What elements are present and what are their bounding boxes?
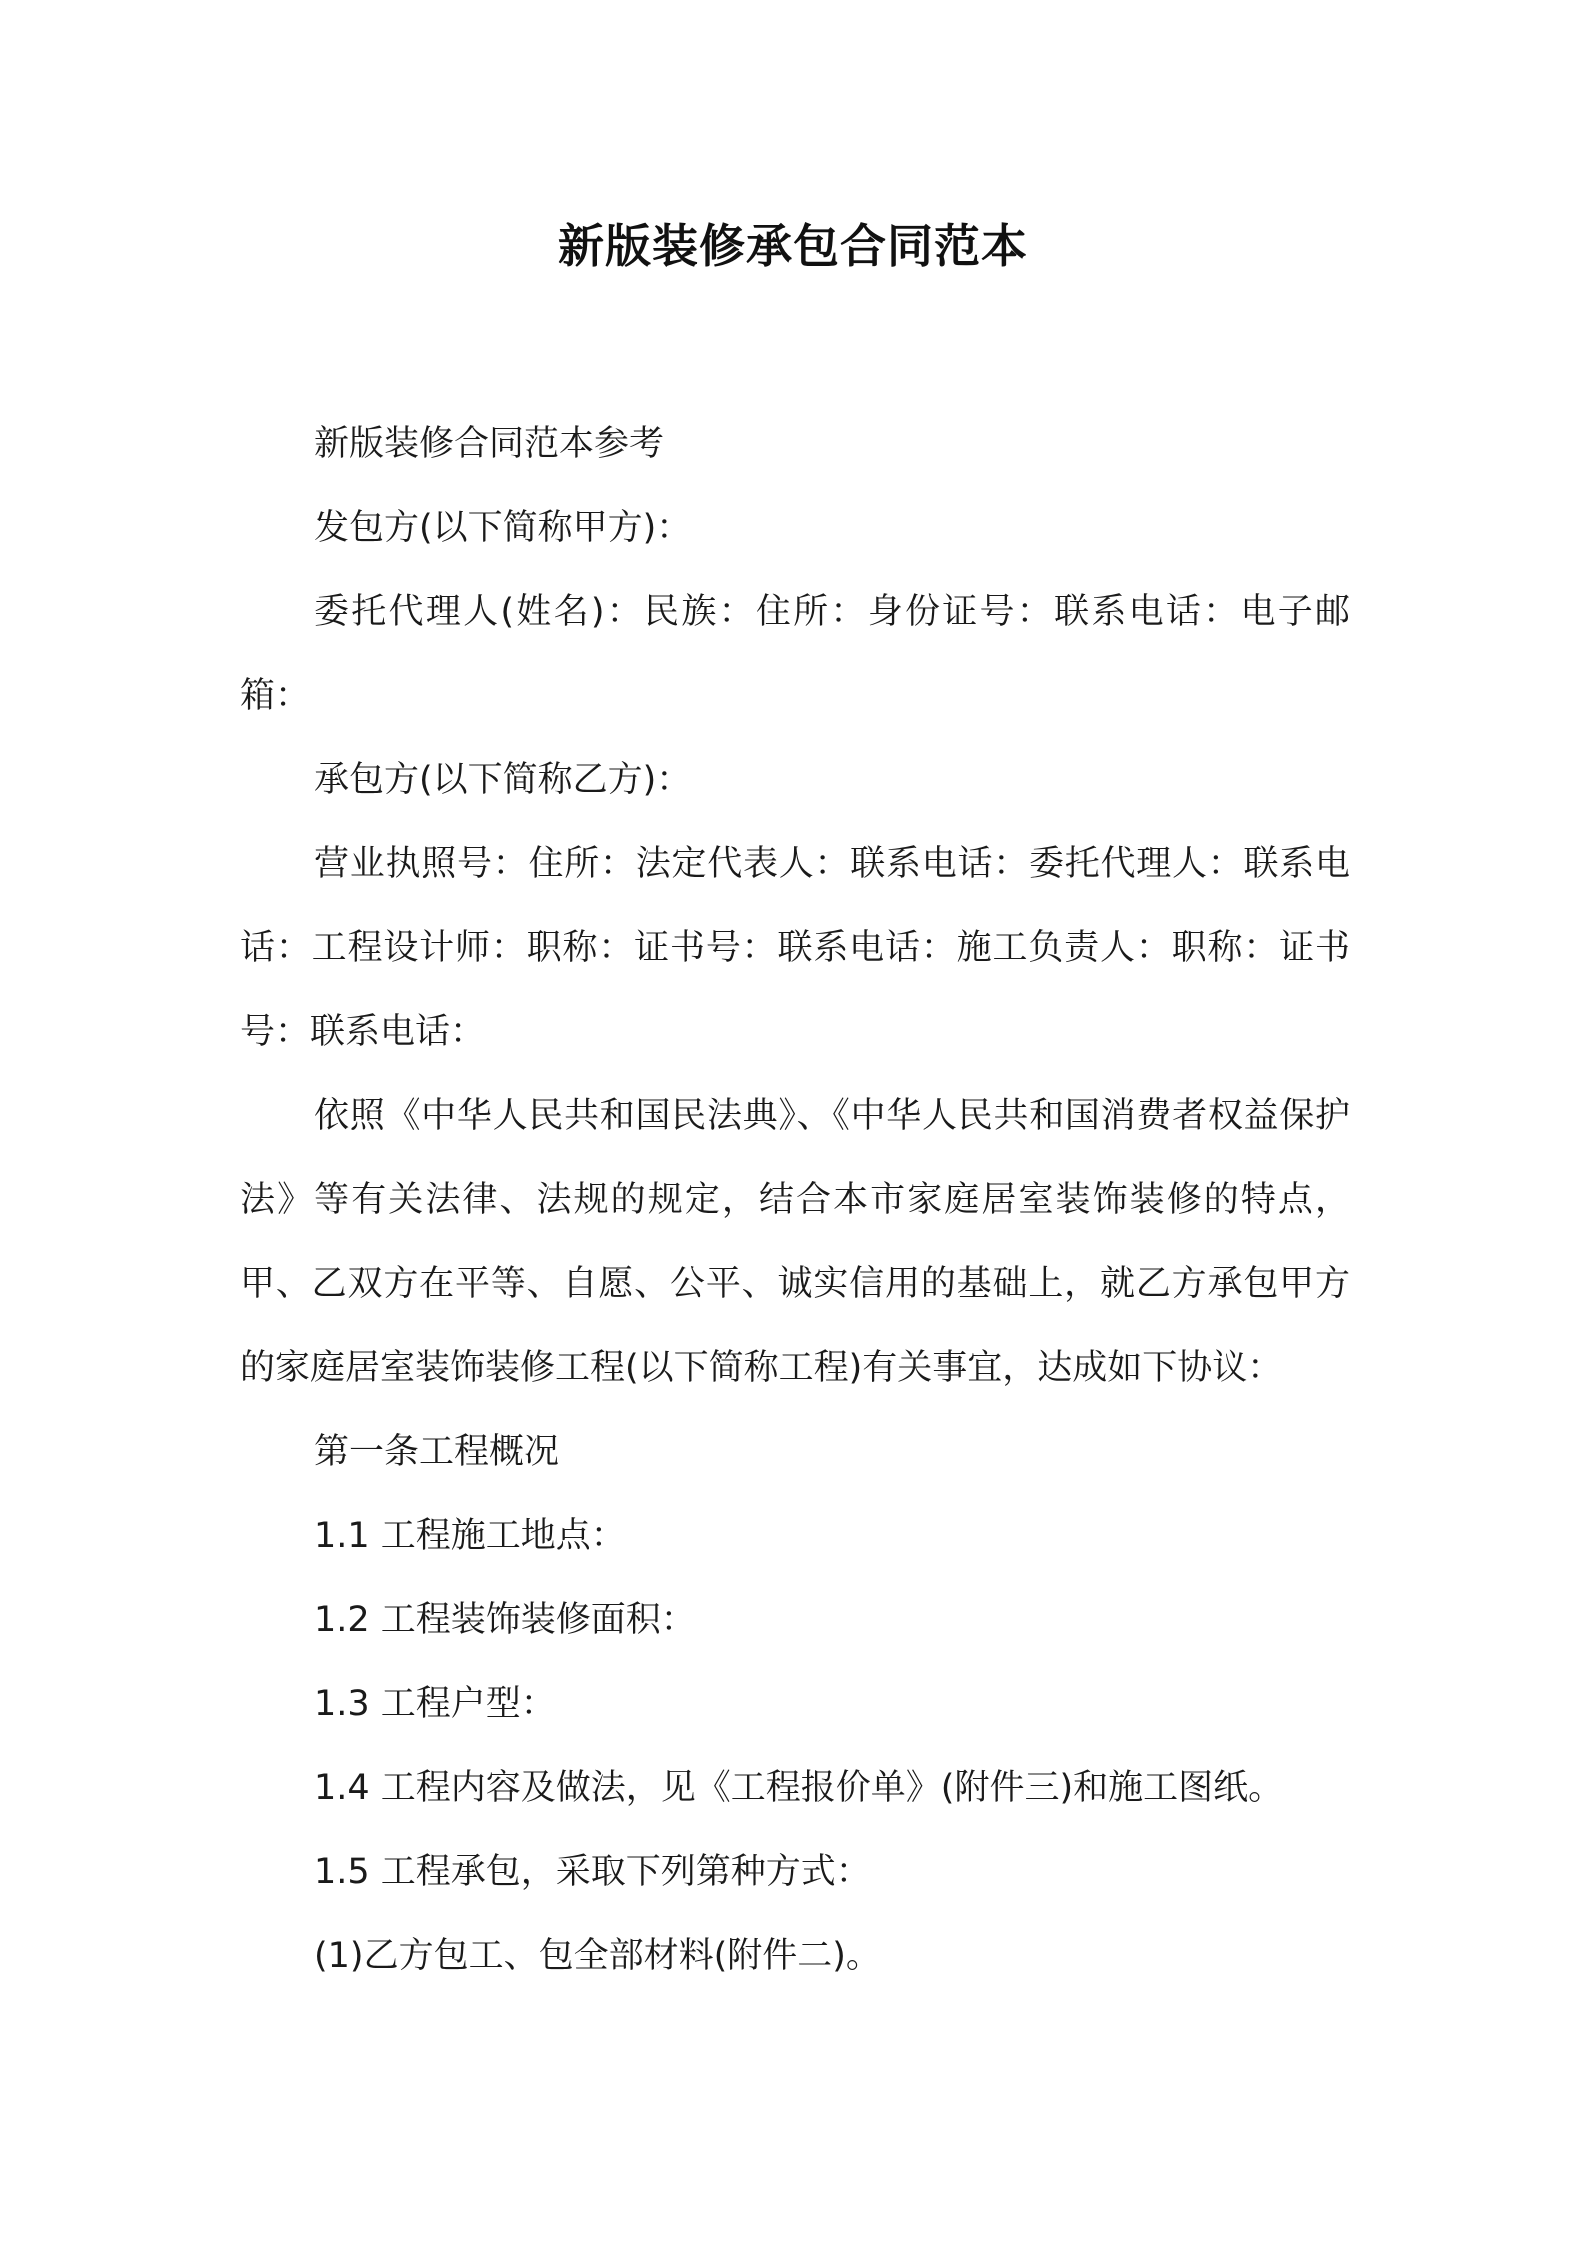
paragraph-party-a-agent: 委托代理人(姓名)：民族：住所：身份证号：联系电话：电子邮箱： <box>240 592 1350 716</box>
paragraph-1-5: 1.5 工程承包，采取下列第种方式： <box>314 1852 871 1892</box>
paragraph-party-b-details: 营业执照号：住所：法定代表人：联系电话：委托代理人：联系电话：工程设计师：职称：证书号：联系电话：施工负责人：职称：证书号：联系电话： <box>240 844 1350 1052</box>
paragraph-subtitle: 新版装修合同范本参考 <box>314 424 665 464</box>
paragraph-preamble: 依照《中华人民共和国民法典》、《中华人民共和国消费者权益保护法》等有关法律、法规的规定，结合本市家庭居室装饰装修的特点，甲、乙双方在平等、自愿、公平、诚实信用的基础上，就乙方承包甲方的家庭居室装饰装修工程(以下简称工程)有关事宜，达成如下协议： <box>240 1096 1350 1388</box>
paragraph-1-3: 1.3 工程户型： <box>314 1684 556 1724</box>
paragraph-article-1-heading: 第一条工程概况 <box>314 1432 560 1472</box>
document-title: 新版装修承包合同范本 <box>558 219 1028 273</box>
paragraph-option-1: (1)乙方包工、包全部材料(附件二)。 <box>314 1936 881 1976</box>
document-body <box>240 402 1350 1998</box>
paragraph-1-4: 1.4 工程内容及做法，见《工程报价单》(附件三)和施工图纸。 <box>314 1768 1284 1808</box>
paragraph-1-1: 1.1 工程施工地点： <box>314 1516 626 1556</box>
paragraph-party-a: 发包方(以下简称甲方)： <box>314 508 692 548</box>
paragraph-1-2: 1.2 工程装饰装修面积： <box>314 1600 696 1640</box>
paragraph-party-b: 承包方(以下简称乙方)： <box>314 760 692 800</box>
